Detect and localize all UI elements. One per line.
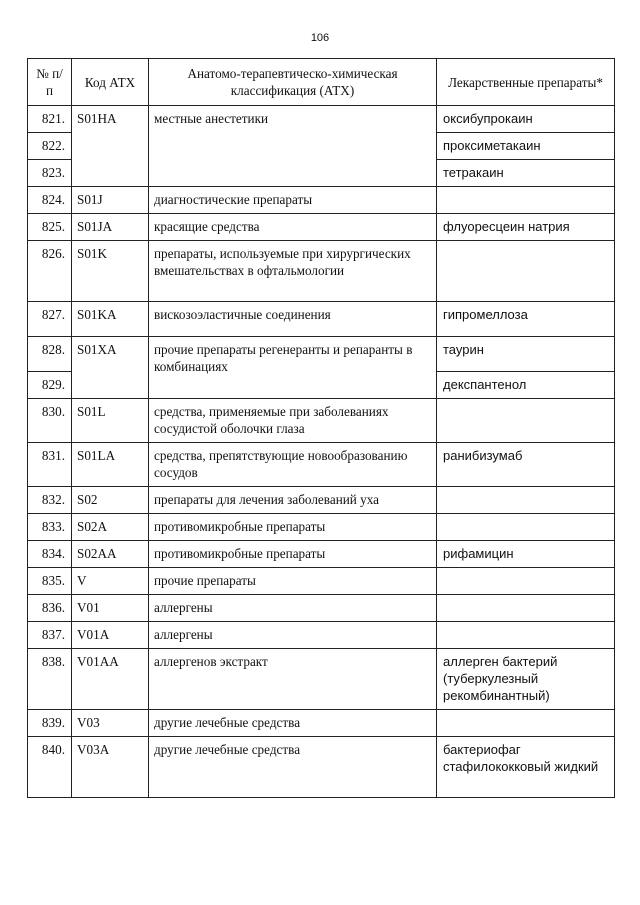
table-row bbox=[28, 443, 615, 487]
row-num: 825. bbox=[28, 214, 72, 241]
row-code: S01JA bbox=[72, 214, 149, 241]
table-row bbox=[28, 622, 615, 649]
row-drug bbox=[437, 187, 615, 214]
row-drug bbox=[437, 568, 615, 595]
row-code: S01J bbox=[72, 187, 149, 214]
row-drug: рифамицин bbox=[437, 541, 615, 568]
row-code: S02 bbox=[72, 487, 149, 514]
header-drugs: Лекарственные препараты* bbox=[437, 59, 615, 106]
table-row bbox=[28, 568, 615, 595]
row-num: 826. bbox=[28, 241, 72, 302]
row-drug: аллерген бактерий (туберкулезный рекомбинантный) bbox=[437, 649, 615, 710]
row-code: V01AA bbox=[72, 649, 149, 710]
row-num: 827. bbox=[28, 302, 72, 337]
row-atc: другие лечебные средства bbox=[149, 737, 437, 798]
row-drug: декспантенол bbox=[437, 372, 615, 399]
row-num: 823. bbox=[28, 160, 72, 187]
row-num: 830. bbox=[28, 399, 72, 443]
row-atc: средства, препятствующие новообразованию сосудов bbox=[149, 443, 437, 487]
header-atc: Анатомо-терапевтическо-химическая классификация (АТХ) bbox=[149, 59, 437, 106]
table-row bbox=[28, 106, 615, 133]
row-num: 837. bbox=[28, 622, 72, 649]
row-num: 835. bbox=[28, 568, 72, 595]
row-num: 839. bbox=[28, 710, 72, 737]
row-drug bbox=[437, 487, 615, 514]
row-atc: вискозоэластичные соединения bbox=[149, 302, 437, 337]
row-atc: аллергены bbox=[149, 595, 437, 622]
table-row bbox=[28, 337, 615, 372]
table-row bbox=[28, 399, 615, 443]
row-code: S02A bbox=[72, 514, 149, 541]
table-row bbox=[28, 710, 615, 737]
row-atc: другие лечебные средства bbox=[149, 710, 437, 737]
row-code: V bbox=[72, 568, 149, 595]
row-num: 828. bbox=[28, 337, 72, 372]
row-atc: противомикробные препараты bbox=[149, 541, 437, 568]
row-atc: прочие препараты bbox=[149, 568, 437, 595]
table-row bbox=[28, 187, 615, 214]
row-num: 822. bbox=[28, 133, 72, 160]
row-code: V03 bbox=[72, 710, 149, 737]
table-header-row bbox=[28, 59, 615, 106]
row-atc: местные анестетики bbox=[149, 106, 437, 187]
row-atc: препараты, используемые при хирургических вмешательствах в офтальмологии bbox=[149, 241, 437, 302]
table-row bbox=[28, 595, 615, 622]
row-drug: оксибупрокаин bbox=[437, 106, 615, 133]
row-drug: флуоресцеин натрия bbox=[437, 214, 615, 241]
table-row bbox=[28, 737, 615, 798]
row-num: 836. bbox=[28, 595, 72, 622]
row-num: 832. bbox=[28, 487, 72, 514]
row-drug: тетракаин bbox=[437, 160, 615, 187]
row-drug bbox=[437, 399, 615, 443]
row-num: 833. bbox=[28, 514, 72, 541]
row-atc: диагностические препараты bbox=[149, 187, 437, 214]
row-drug bbox=[437, 595, 615, 622]
row-drug: ранибизумаб bbox=[437, 443, 615, 487]
row-drug: бактериофаг стафилококковый жидкий bbox=[437, 737, 615, 798]
row-atc: средства, применяемые при заболеваниях сосудистой оболочки глаза bbox=[149, 399, 437, 443]
row-num: 834. bbox=[28, 541, 72, 568]
table-row bbox=[28, 514, 615, 541]
row-code: V03A bbox=[72, 737, 149, 798]
row-drug: гипромеллоза bbox=[437, 302, 615, 337]
row-drug: таурин bbox=[437, 337, 615, 372]
row-code: S01XA bbox=[72, 337, 149, 399]
table-row bbox=[28, 214, 615, 241]
row-atc: противомикробные препараты bbox=[149, 514, 437, 541]
table-row bbox=[28, 541, 615, 568]
row-drug bbox=[437, 710, 615, 737]
row-atc: аллергенов экстракт bbox=[149, 649, 437, 710]
table-row bbox=[28, 302, 615, 337]
row-code: S01HA bbox=[72, 106, 149, 187]
row-code: S01L bbox=[72, 399, 149, 443]
page-number: 106 bbox=[310, 32, 330, 44]
table-row bbox=[28, 487, 615, 514]
row-num: 838. bbox=[28, 649, 72, 710]
row-atc: аллергены bbox=[149, 622, 437, 649]
header-num: № п/п bbox=[28, 59, 72, 106]
row-drug: проксиметакаин bbox=[437, 133, 615, 160]
table-row bbox=[28, 649, 615, 710]
row-code: V01 bbox=[72, 595, 149, 622]
row-code: V01A bbox=[72, 622, 149, 649]
row-code: S02AA bbox=[72, 541, 149, 568]
table-row bbox=[28, 241, 615, 302]
atc-drug-table bbox=[27, 58, 615, 798]
row-num: 831. bbox=[28, 443, 72, 487]
row-num: 840. bbox=[28, 737, 72, 798]
row-drug bbox=[437, 622, 615, 649]
row-num: 821. bbox=[28, 106, 72, 133]
header-code: Код АТХ bbox=[72, 59, 149, 106]
row-code: S01KA bbox=[72, 302, 149, 337]
row-num: 824. bbox=[28, 187, 72, 214]
row-atc: прочие препараты регенеранты и репаранты в комбинациях bbox=[149, 337, 437, 399]
row-code: S01LA bbox=[72, 443, 149, 487]
row-drug bbox=[437, 241, 615, 302]
row-code: S01K bbox=[72, 241, 149, 302]
row-atc: красящие средства bbox=[149, 214, 437, 241]
row-drug bbox=[437, 514, 615, 541]
row-num: 829. bbox=[28, 372, 72, 399]
row-atc: препараты для лечения заболеваний уха bbox=[149, 487, 437, 514]
